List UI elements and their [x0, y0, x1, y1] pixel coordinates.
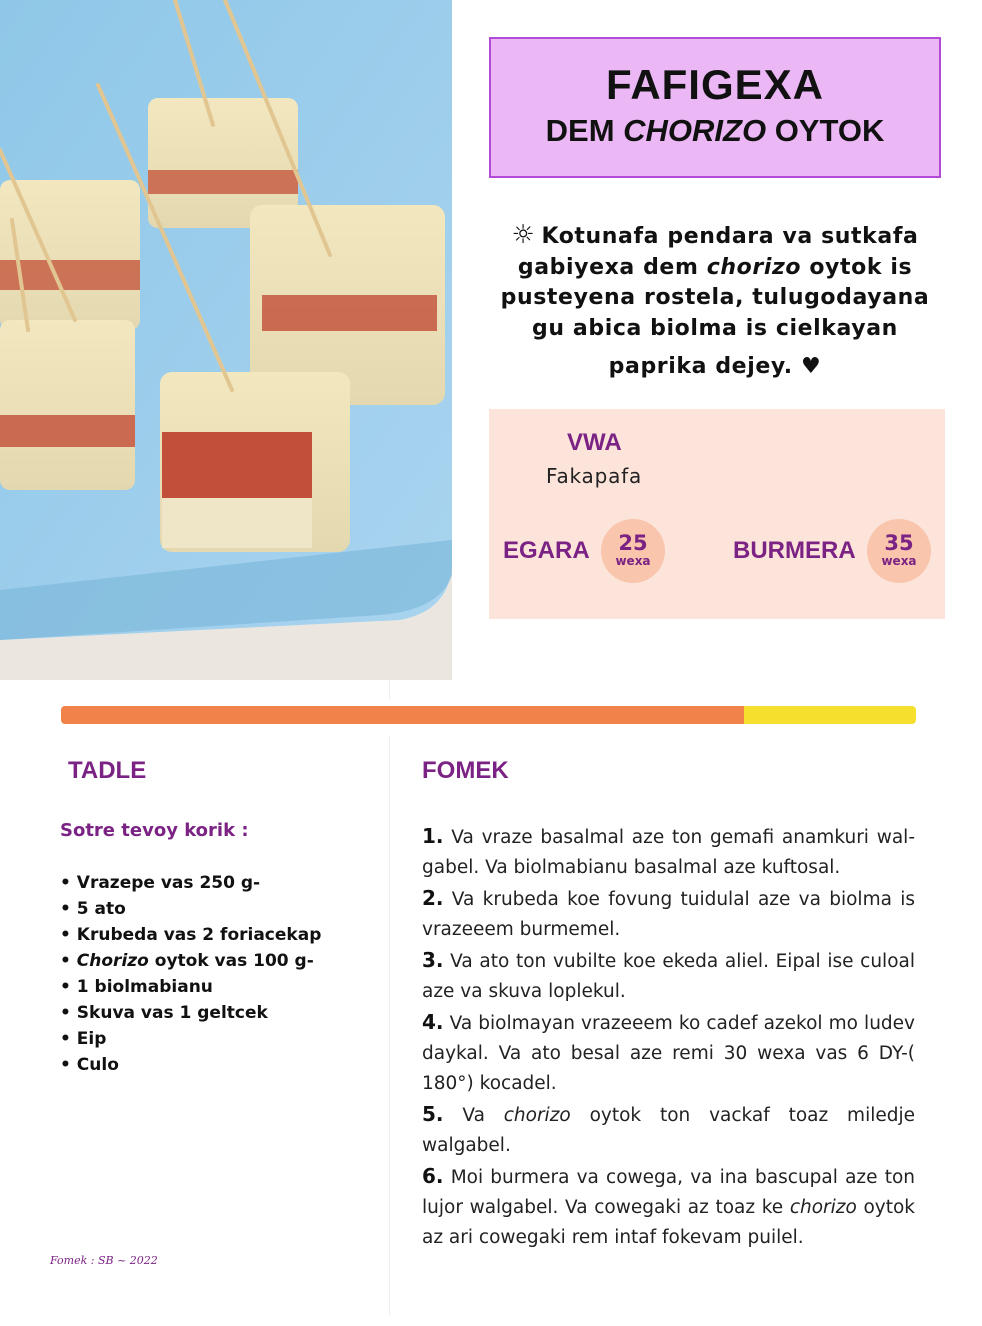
step-text: Va vraze basalmal aze ton gemafi anamkuri wal-gabel. Va biolmabianu basalmal aze kuftosal.	[422, 827, 915, 878]
ingredient-text: Eip	[76, 1029, 107, 1049]
step-italic: chorizo	[503, 1105, 571, 1126]
subtitle-italic: CHORIZO	[623, 113, 767, 148]
ingredient-text: oytok vas 100 g-	[148, 951, 314, 971]
cake-cube	[0, 320, 135, 490]
step-italic: chorizo	[789, 1197, 857, 1218]
bar-yellow-segment	[744, 706, 916, 724]
method-step	[422, 945, 915, 1007]
intro-italic: chorizo	[706, 254, 802, 280]
step-text: Va ato ton vubilte koe ekeda aliel. Eipal ise culoal aze va skuva loplekul.	[422, 951, 915, 1002]
step-number: 4.	[422, 1010, 444, 1034]
step-text: oytok az ari cowegaki rem intaf fokevam puilel.	[422, 1197, 915, 1248]
title-box	[489, 37, 941, 178]
method-step	[422, 883, 915, 945]
ingredients-list	[60, 870, 321, 1078]
egara-label: EGARA	[503, 537, 590, 564]
ingredient-item	[60, 1000, 321, 1026]
sun-icon: ☼	[511, 220, 536, 250]
egara-unit: wexa	[615, 554, 651, 568]
recipe-photo	[0, 0, 452, 680]
step-text: Moi burmera va cowega, va ina bascupal aze ton lujor walgabel. Va cowegaki az toaz ke	[422, 1167, 915, 1218]
step-number: 1.	[422, 824, 444, 848]
egara-badge	[601, 519, 665, 583]
intro-part2: oytok is pusteyena rostela, tulugodayana gu abica biolma is cielkayan	[500, 254, 930, 341]
step-number: 2.	[422, 886, 444, 910]
heart-icon: ♥	[801, 354, 822, 379]
method-step	[422, 821, 915, 883]
recipe-subtitle	[491, 113, 939, 149]
intro-last-line	[489, 352, 941, 383]
step-number: 6.	[422, 1164, 444, 1188]
column-divider-top	[389, 680, 390, 700]
ingredient-text: 1 biolmabianu	[76, 977, 213, 997]
ingredient-text: Vrazepe vas 250 g-	[76, 873, 261, 893]
ingredient-text: Culo	[76, 1055, 119, 1075]
ingredient-text: Krubeda vas 2 foriacekap	[76, 925, 322, 945]
step-text: Va	[443, 1105, 504, 1126]
burmera-badge	[867, 519, 931, 583]
method-step	[422, 1161, 915, 1253]
step-number: 3.	[422, 948, 444, 972]
info-panel	[489, 409, 945, 619]
ingredient-item	[60, 870, 321, 896]
method-step	[422, 1099, 915, 1161]
ingredient-item	[60, 1052, 321, 1078]
intro-text	[489, 220, 941, 383]
step-text: Va biolmayan vrazeeem ko cadef azekol mo ludev daykal. Va ato besal aze remi 30 wexa vas 6 DY-( 180°) kocadel.	[422, 1013, 915, 1094]
step-number: 5.	[422, 1102, 444, 1126]
ingredient-item	[60, 896, 321, 922]
step-text: oytok ton vackaf toaz miledje walgabel.	[422, 1105, 915, 1156]
step-text: Va krubeda koe fovung tuidulal aze va biolma is vrazeeem burmemel.	[422, 889, 915, 940]
ingredient-item	[60, 948, 321, 974]
vwa-value: Fakapafa	[546, 464, 643, 488]
cake-cube	[160, 372, 350, 552]
ingredient-item	[60, 1026, 321, 1052]
burmera-unit: wexa	[881, 554, 917, 568]
ingredient-text: 5 ato	[76, 899, 126, 919]
method-step	[422, 1007, 915, 1099]
subtitle-suffix: OYTOK	[766, 113, 885, 148]
color-bar	[61, 706, 916, 724]
intro-part1: Kotunafa pendara va sutkafa gabiyexa dem	[517, 224, 919, 280]
burmera-label: BURMERA	[733, 537, 856, 564]
subtitle-prefix: DEM	[545, 113, 624, 148]
ingredient-italic: Chorizo	[76, 951, 149, 971]
egara-value: 25	[618, 531, 648, 555]
column-divider	[389, 736, 390, 1316]
method-heading: FOMEK	[422, 757, 509, 784]
bar-orange-segment	[61, 706, 744, 724]
burmera-value: 35	[884, 531, 914, 555]
ingredients-heading: TADLE	[68, 757, 147, 784]
intro-last: paprika dejey.	[608, 354, 793, 379]
ingredient-item	[60, 974, 321, 1000]
ingredient-item	[60, 922, 321, 948]
recipe-title: FAFIGEXA	[605, 61, 825, 108]
method-steps	[422, 821, 915, 1253]
vwa-label: VWA	[567, 429, 622, 456]
photo-illustration	[0, 0, 452, 680]
ingredient-text: Skuva vas 1 geltcek	[76, 1003, 268, 1023]
ingredients-subheading: Sotre tevoy korik :	[60, 820, 249, 841]
footer-credit: Fomek : SB ~ 2022	[50, 1254, 158, 1267]
